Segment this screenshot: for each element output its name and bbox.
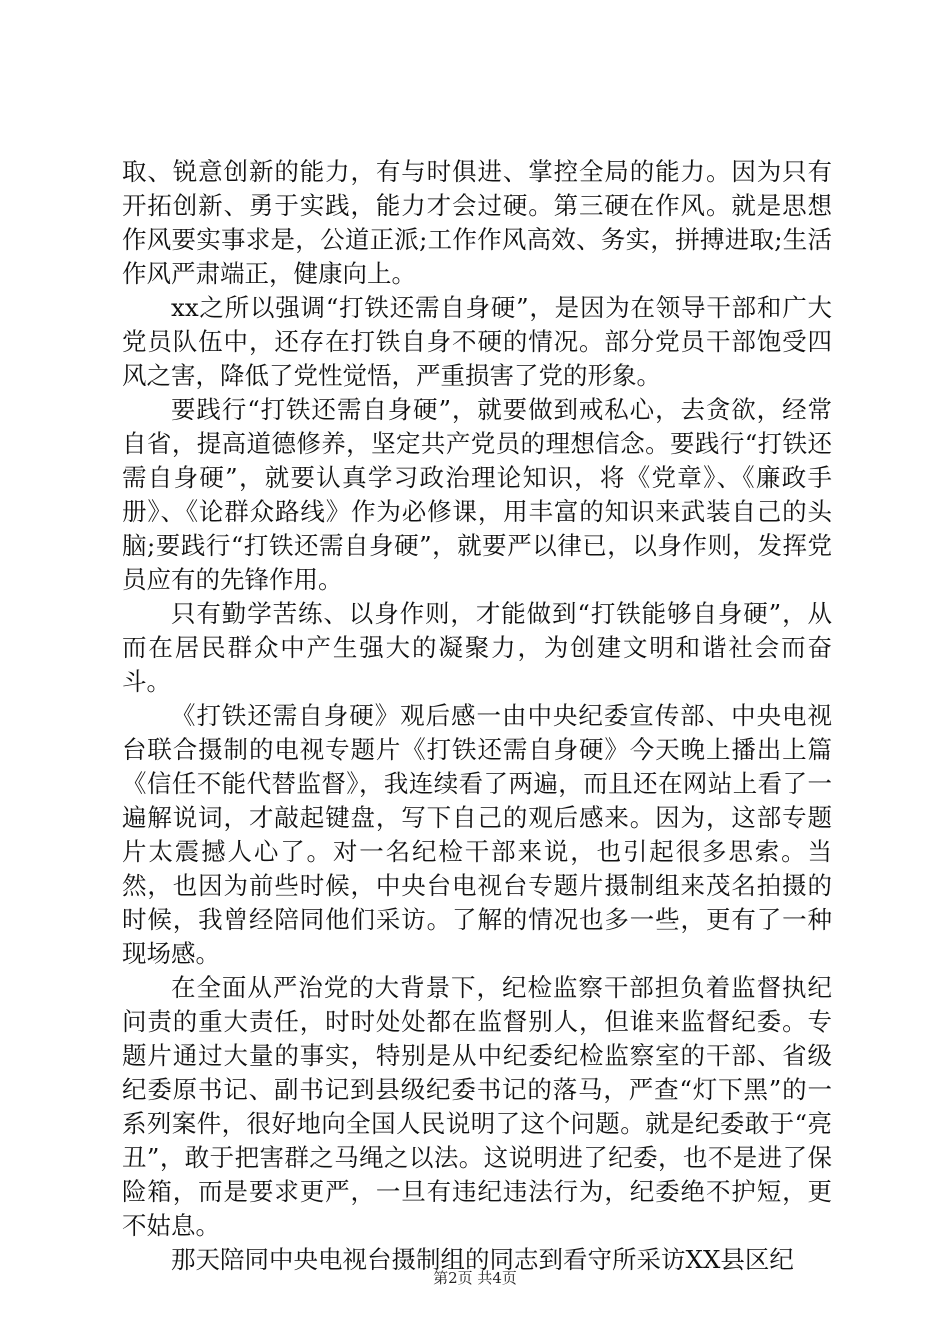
paragraph-3: 要践行“打铁还需自身硬”，就要做到戒私心，去贪欲，经常自省，提高道德修养，坚定共产党员的理想信念。要践行“打铁还需自身硬”，就要认真学习政治理论知识，将《党章》、《廉政手册》、《论群众路线》作为必修课，用丰富的知识来武装自己的头脑;要践行“打铁还需自身硬”，就要严以律已，以身作则，发挥党员应有的先锋作用。 <box>122 395 832 594</box>
document-body <box>122 155 832 1277</box>
paragraph-7: 那天陪同中央电视台摄制组的同志到看守所采访XX县区纪 <box>171 1245 794 1274</box>
paragraph-5: 《打铁还需自身硬》观后感一由中央纪委宣传部、中央电视台联合摄制的电视专题片《打铁还需自身硬》今天晚上播出上篇《信任不能代替监督》，我连续看了两遍，而且还在网站上看了一遍解说词，才敲起键盘，写下自己的观后感来。因为，这部专题片太震撼人心了。对一名纪检干部来说，也引起很多思索。当然，也因为前些时候，中央台电视台专题片摄制组来茂名拍摄的时候，我曾经陪同他们采访。了解的情况也多一些，更有了一种现场感。 <box>122 701 832 968</box>
page-number-label: 第2页 共4页 <box>433 1269 517 1287</box>
paragraph-4: 只有勤学苦练、以身作则，才能做到“打铁能够自身硬”，从而在居民群众中产生强大的凝聚力，为创建文明和谐社会而奋斗。 <box>122 599 832 696</box>
page-footer <box>0 1268 950 1288</box>
paragraph-2: xx之所以强调“打铁还需自身硬”，是因为在领导干部和广大党员队伍中，还存在打铁自身不硬的情况。部分党员干部饱受四风之害，降低了党性觉悟，严重损害了党的形象。 <box>122 293 832 390</box>
paragraph-1: 取、锐意创新的能力，有与时俱进、掌控全局的能力。因为只有开拓创新、勇于实践，能力才会过硬。第三硬在作风。就是思想作风要实事求是，公道正派;工作作风高效、务实，拼搏进取;生活作风严肃端正，健康向上。 <box>122 157 832 288</box>
paragraph-6: 在全面从严治党的大背景下，纪检监察干部担负着监督执纪问责的重大责任，时时处处都在监督别人，但谁来监督纪委。专题片通过大量的事实，特别是从中纪委纪检监察室的干部、省级纪委原书记、副书记到县级纪委书记的落马，严查“灯下黑”的一系列案件，很好地向全国人民说明了这个问题。就是纪委敢于“亮丑”，敢于把害群之马绳之以法。这说明进了纪委，也不是进了保险箱，而是要求更严，一旦有违纪违法行为，纪委绝不护短，更不姑息。 <box>122 973 832 1240</box>
